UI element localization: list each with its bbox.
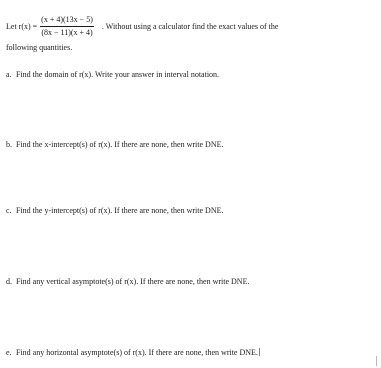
instruction-text: . Without using a calculator find the exact values of the [101,21,279,31]
question-d [6,277,249,287]
function-label: Let r(x) = [6,21,38,31]
function-definition [6,12,278,40]
rational-expression [40,15,94,38]
scroll-edge-marker [376,356,377,366]
question-letter: a. [6,70,12,79]
text-cursor [259,348,260,356]
question-text: Find the y-intercept(s) of r(x). If there are none, then write DNE. [16,206,224,215]
instruction-continuation: following quantities. [6,43,73,52]
numerator: (x + 4)(13x − 5) [40,15,94,27]
question-b [6,140,223,150]
question-a [6,70,219,80]
question-text: Find the domain of r(x). Write your answer in interval notation. [16,70,220,79]
question-letter: c. [6,206,12,215]
question-letter: d. [6,277,12,286]
question-text: Find any vertical asymptote(s) of r(x). If there are none, then write DNE. [16,277,250,286]
question-text: Find any horizontal asymptote(s) of r(x). If there are none, then write DNE. [16,348,258,357]
denominator: (8x − 11)(x + 4) [41,27,93,37]
question-c [6,206,223,216]
question-letter: e. [6,348,12,357]
question-letter: b. [6,140,12,149]
question-e [6,348,260,358]
question-text: Find the x-intercept(s) of r(x). If there are none, then write DNE. [16,140,224,149]
